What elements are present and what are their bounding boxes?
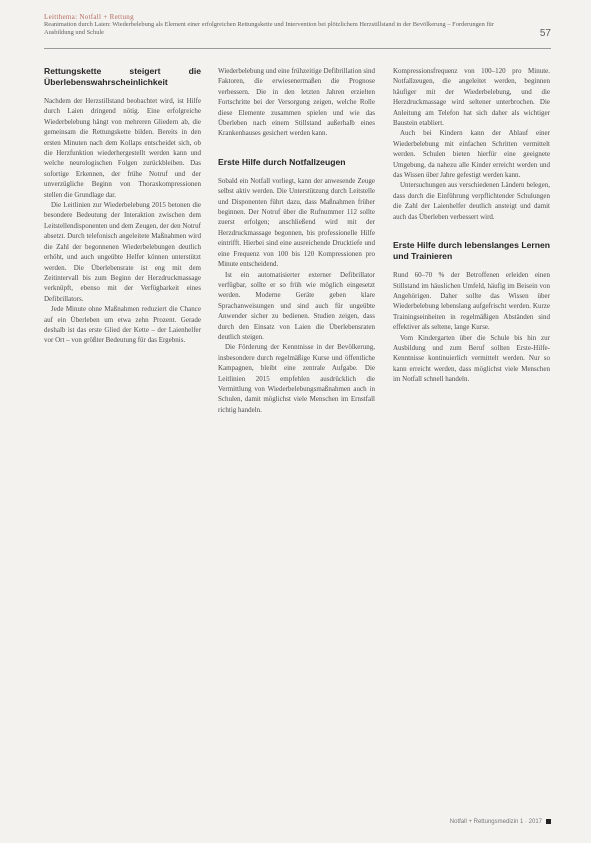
header-title: Reanimation durch Laien: Wiederbelebung als Element einer erfolgreichen Rettungskette und Intervention bei plötzlichem Herzstillstand in der Bevölkerung – Forderungen für Ausbildung und Schule [44, 21, 494, 36]
paragraph: Kompressionsfrequenz von 100–120 pro Minute. Notfallzeugen, die angeleitet werden, beginnen häufiger mit der Wiederbelebung, und die Herzdruckmassage wird seltener unterbrochen. Die Anleitung am Telefon hat sich daher als wichtiger Baustein etabliert. [393, 67, 550, 128]
paragraph: Ist ein automatisierter externer Defibrillator verfügbar, sollte er so früh wie möglich eingesetzt werden. Moderne Geräte geben klare Sprachanweisungen und sind auch für ungeübte Anwender sicher zu bedienen. Studien zeigen, dass durch den Einsatz von Laien die Überlebensraten deutlich steigen. [218, 270, 375, 341]
column-2 [218, 66, 375, 415]
header-rule [44, 48, 551, 49]
footer-journal: Notfall + Rettungsmedizin 1 · 2017 [449, 819, 542, 825]
section-heading-rettungskette: Rettungskette steigert die Überlebenswahrscheinlichkeit [44, 66, 201, 87]
paragraph: Sobald ein Notfall vorliegt, kann der anwesende Zeuge selbst aktiv werden. Die Unterstützung durch Leitstelle und Disponenten führt dazu, dass Maßnahmen früher beginnen. Der Notruf über die Rufnummer 112 sollte zuerst erfolgen; anschließend wird mit der Herzdruckmassage begonnen, bis professionelle Hilfe eintrifft. Hierbei sind eine ausreichende Drucktiefe und eine Frequenz von 100 bis 120 Kompressionen pro Minute entscheidend. [218, 176, 375, 269]
paragraph: Die Förderung der Kenntnisse in der Bevölkerung, insbesondere durch regelmäßige Kurse und öffentliche Kampagnen, bleibt eine zentrale Aufgabe. Die Leitlinien 2015 empfehlen ausdrücklich die Vermittlung von Wiederbelebungsmaßnahmen auch in Schulen, damit möglichst viele Menschen im Ernstfall richtig handeln. [218, 343, 375, 414]
paragraph: Nachdem der Herzstillstand beobachtet wird, ist Hilfe durch Laien dringend nötig. Eine erfolgreiche Wiederbelebung hängt von mehreren Gliedern ab, die gemeinsam die Rettungskette bilden. Bereits in den ersten Minuten nach dem Kollaps entscheidet sich, ob die Herzfunktion wiederhergestellt werden kann und welche neurologischen Folgen zurückbleiben. Das sofortige Erkennen, der frühe Notruf und der unverzügliche Beginn von Thoraxkompressionen stellen die Grundlage dar. [44, 97, 201, 199]
paragraph: Jede Minute ohne Maßnahmen reduziert die Chance auf ein Überleben um etwa zehn Prozent. Gerade deshalb ist das erste Glied der Kette – der Laienhelfer vor Ort – von größter Bedeutung für das Ergebnis. [44, 305, 201, 345]
column-3 [393, 66, 550, 385]
footer-marker-icon [546, 819, 551, 824]
column-1 [44, 66, 201, 346]
section-heading-notfallzeugen: Erste Hilfe durch Notfallzeugen [218, 156, 346, 167]
paragraph: Rund 60–70 % der Betroffenen erleiden einen Stillstand im häuslichen Umfeld, häufig im Beisein von Angehörigen. Daher sollte das Wissen über Wiederbelebung lebenslang aufgefrischt werden. Kurze Trainingseinheiten in regelmäßigen Abständen sind effektiver als seltene, lange Kurse. [393, 271, 550, 332]
running-header [44, 13, 549, 36]
page-footer [450, 819, 551, 825]
paragraph: Die Leitlinien zur Wiederbelebung 2015 betonen die besondere Bedeutung der Interaktion zwischen dem Leitstellendisponenten und dem Zeugen, der den Notruf absetzt. Durch telefonisch angeleitete Maßnahmen wird die Zahl der begonnenen Wiederbelebungen deutlich erhöht, und auch ungeübte Helfer können unterstützt werden. Die Überlebensrate ist eng mit dem Zeitintervall bis zum Beginn der Herzdruckmassage verknüpft, ebenso mit der Verfügbarkeit eines Defibrillators. [44, 201, 201, 303]
page-number: 57 [539, 28, 551, 39]
paragraph: Vom Kindergarten über die Schule bis hin zur Ausbildung und zum Beruf sollten Erste-Hilfe-Kenntnisse kontinuierlich vermittelt werden. Nur so kann erreicht werden, dass möglichst viele Menschen im Notfall schnell handeln. [393, 333, 550, 384]
section-heading-lebenslanges-lernen: Erste Hilfe durch lebenslanges Lernen und Trainieren [393, 240, 550, 262]
paragraph: Untersuchungen aus verschiedenen Ländern belegen, dass durch die Einführung verpflichtender Schulungen die Zahl der Laienhelfer deutlich ansteigt und damit auch das Überleben verbessert wird. [393, 181, 550, 221]
paragraph: Wiederbelebung und eine frühzeitige Defibrillation sind Faktoren, die erwiesenermaßen die Prognose verbessern. Die in den letzten Jahren erzielten Fortschritte bei der Versorgung zeigen, welche Rolle diese Elemente zusammen spielen und wie das Überleben nach einem Stillstand außerhalb eines Krankenhauses gesichert werden kann. [218, 67, 375, 138]
paragraph: Auch bei Kindern kann der Ablauf einer Wiederbelebung mit einfachen Schritten vermittelt werden. Schulen bieten hierfür eine geeignete Umgebung, da nahezu alle Kinder erreicht werden und das Wissen über Jahre gefestigt werden kann. [393, 129, 550, 180]
header-category: Leitthema: Notfall + Rettung [44, 13, 134, 21]
